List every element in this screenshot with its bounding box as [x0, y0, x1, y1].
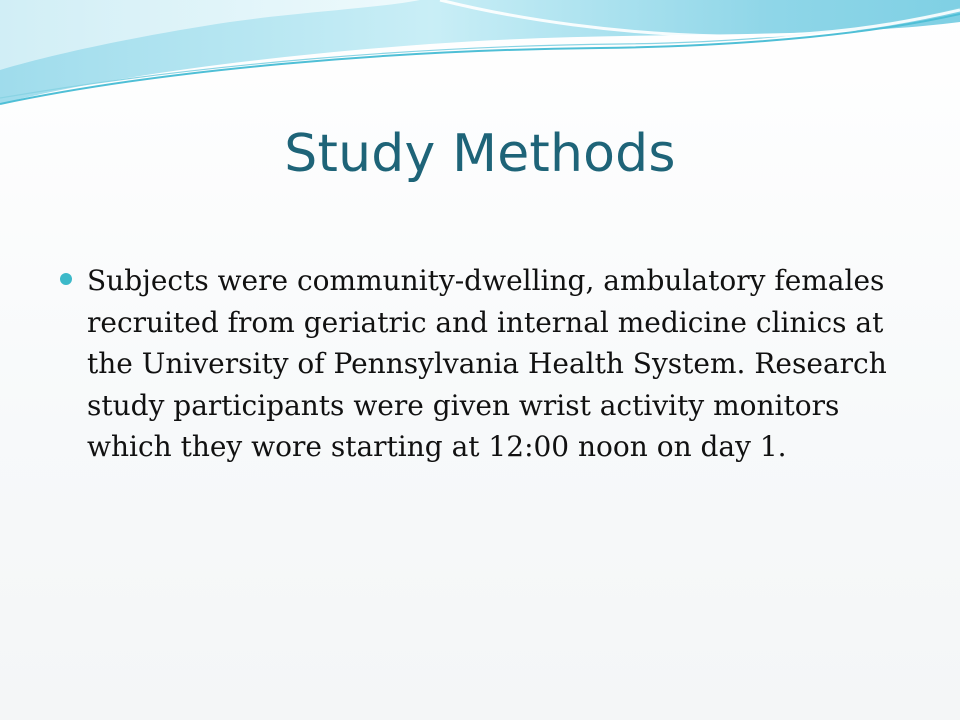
list-item	[60, 260, 920, 468]
decorative-wave-header	[0, 0, 960, 120]
bullet-dot-icon	[60, 273, 72, 285]
slide-title: Study Methods	[284, 124, 676, 184]
bullet-text: Subjects were community-dwelling, ambulatory females recruited from geriatric and internal medicine clinics at the University of Pennsylvania Health System. Research study participants were given wrist activity monitors which they wore starting at 12:00 noon on day 1.	[87, 264, 887, 463]
bullet-list	[60, 260, 920, 468]
